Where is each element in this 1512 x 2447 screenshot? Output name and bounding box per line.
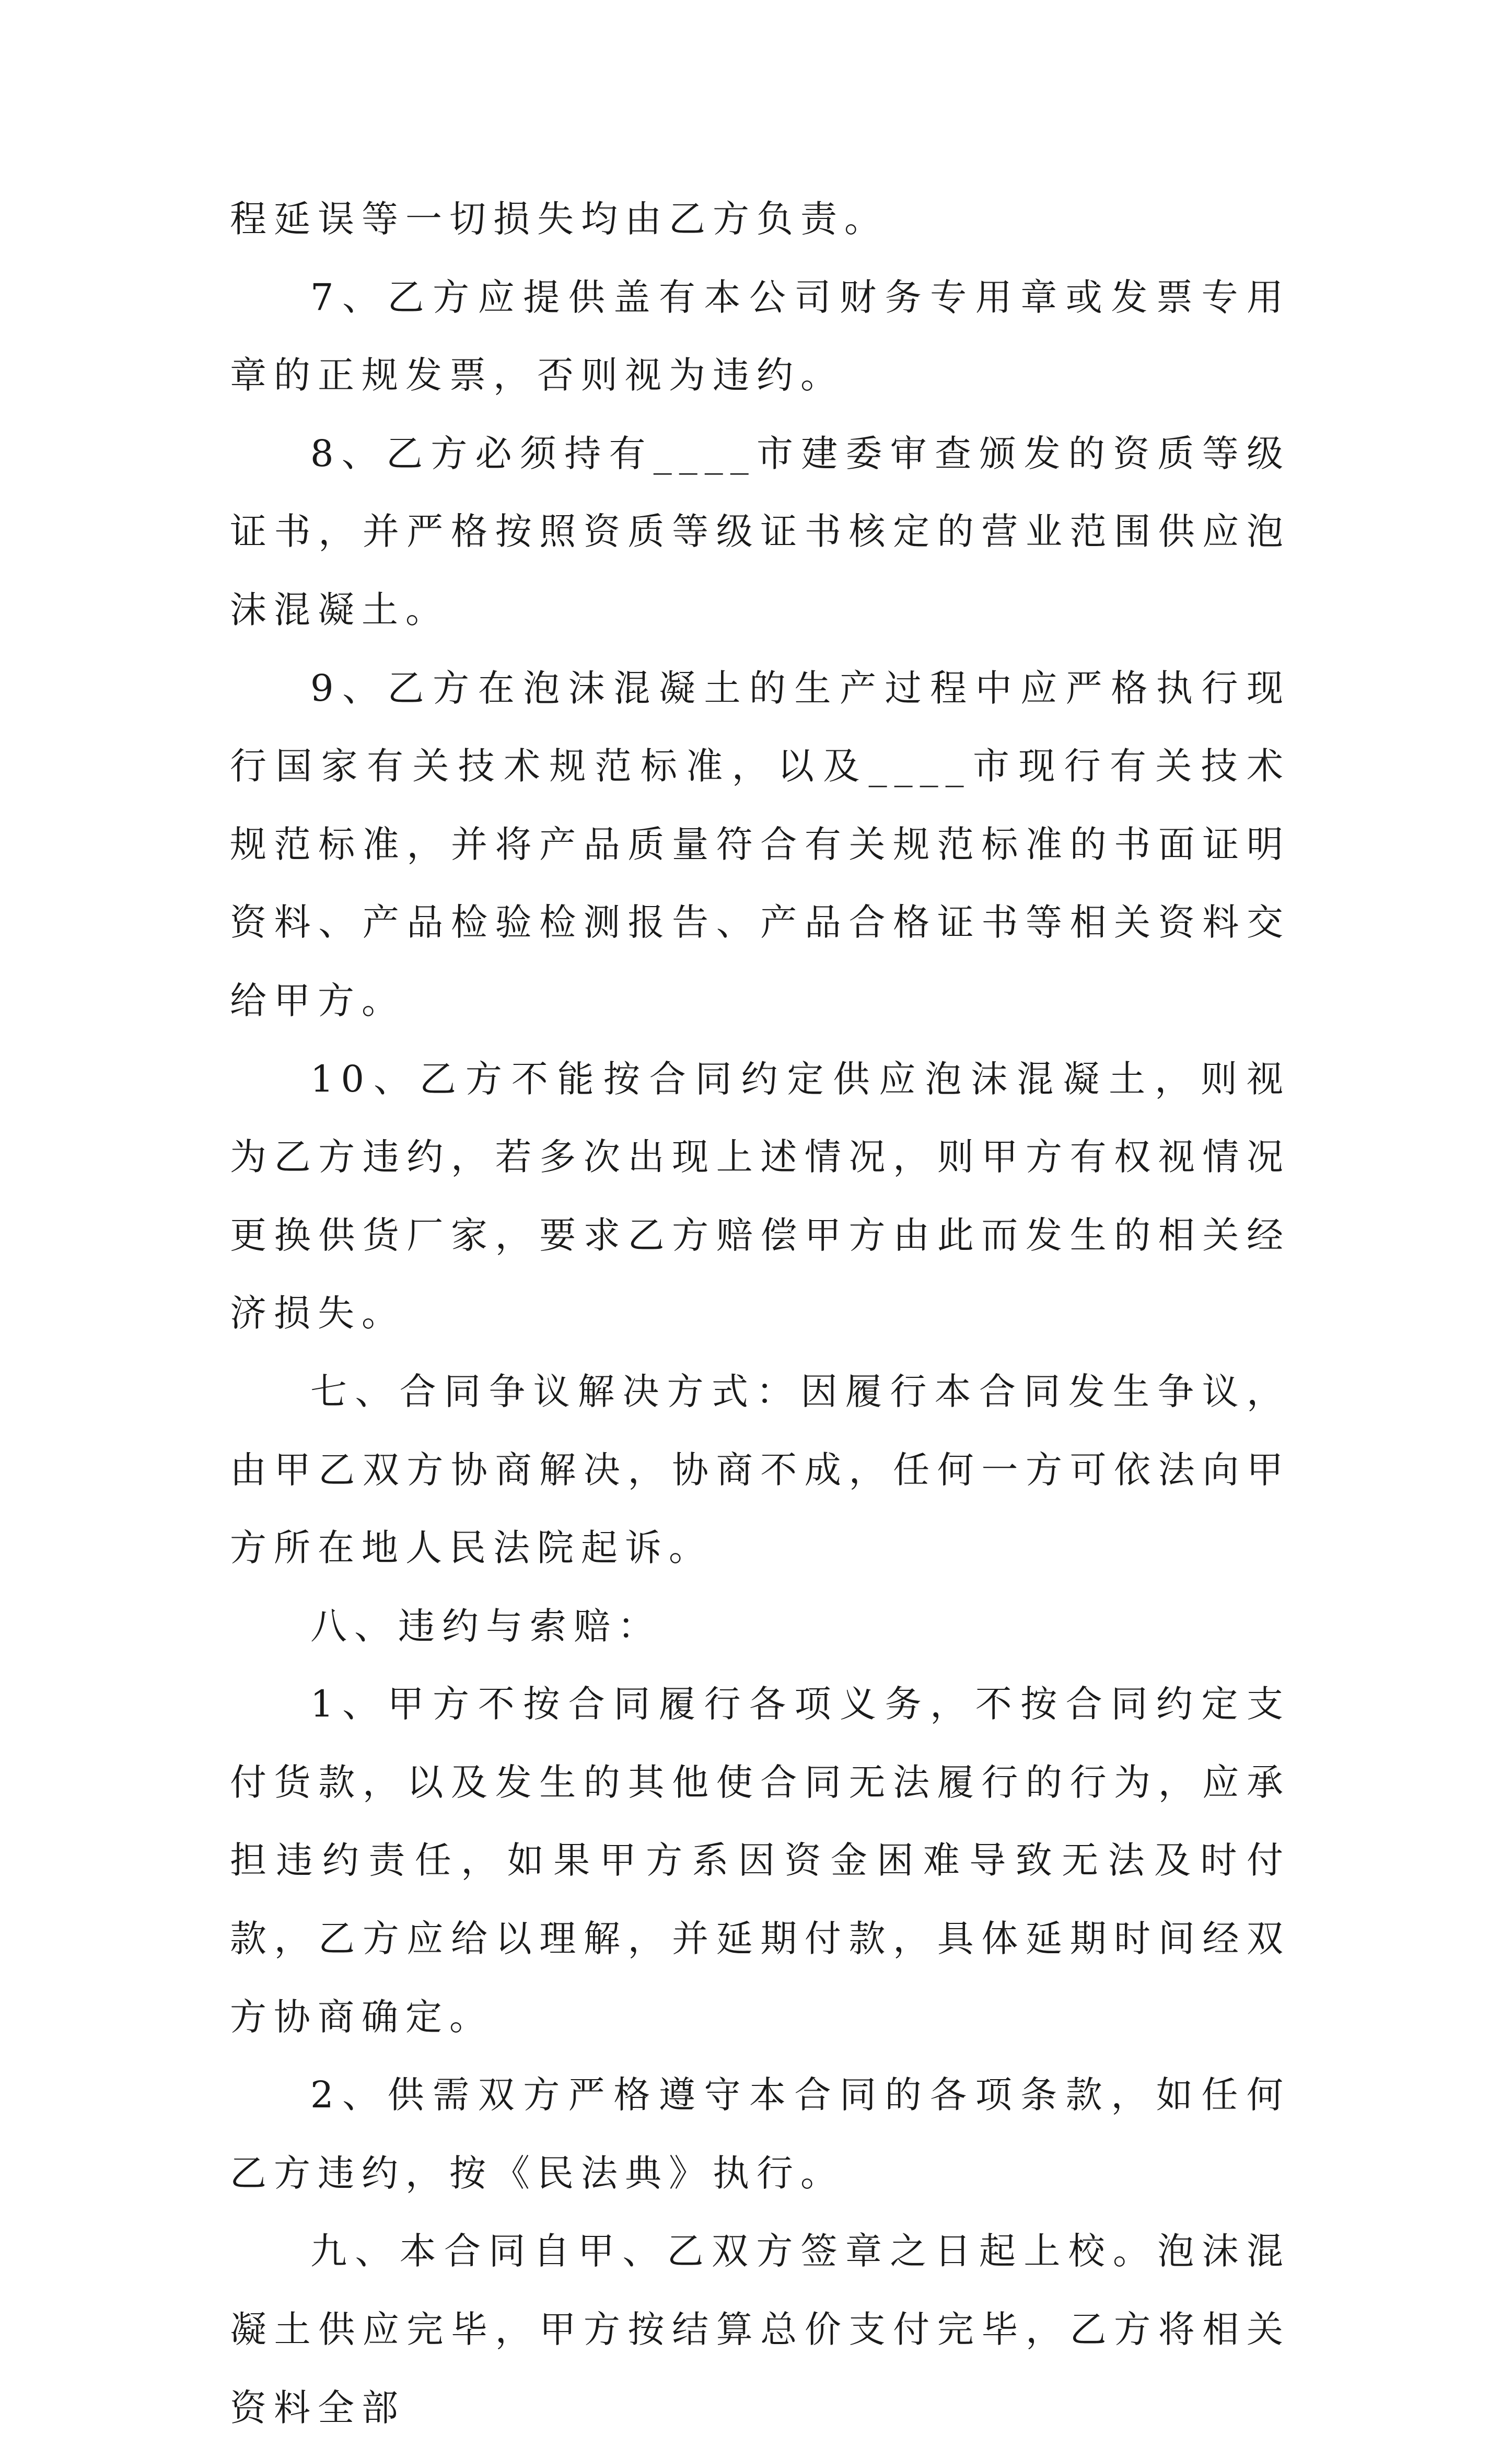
paragraph-clause-10: 10、乙方不能按合同约定供应泡沫混凝土，则视为乙方违约，若多次出现上述情况，则甲方有权视情况更换供货厂家，要求乙方赔偿甲方由此而发生的相关经济损失。 xyxy=(230,1057,1290,1335)
paragraph-section-8-item-2: 2、供需双方严格遵守本合同的各项条款，如任何乙方违约，按《民法典》执行。 xyxy=(230,2073,1290,2195)
paragraph-section-8-heading: 八、违约与索赔： xyxy=(310,1604,661,1648)
paragraph-clause-9: 9、乙方在泡沫混凝土的生产过程中应严格执行现行国家有关技术规范标准，以及____市现行有关技术规范标准，并将产品质量符合有关规范标准的书面证明资料、产品检验检测报告、产品合格证书等相关资料交给甲方。 xyxy=(230,666,1290,1022)
paragraph-continuation: 程延误等一切损失均由乙方负责。 xyxy=(230,198,888,240)
contract-body xyxy=(230,180,1290,2447)
paragraph-clause-7: 7、乙方应提供盖有本公司财务专用章或发票专用章的正规发票，否则视为违约。 xyxy=(230,275,1290,397)
paragraph-section-7-dispute: 七、合同争议解决方式：因履行本合同发生争议，由甲乙双方协商解决，协商不成，任何一方可依法向甲方所在地人民法院起诉。 xyxy=(230,1370,1290,1570)
paragraph-clause-8: 8、乙方必须持有____市建委审查颁发的资质等级证书，并严格按照资质等级证书核定的营业范围供应泡沫混凝土。 xyxy=(230,432,1290,631)
paragraph-section-9-effect: 九、本合同自甲、乙双方签章之日起上校。泡沫混凝土供应完毕，甲方按结算总价支付完毕，乙方将相关资料全部 xyxy=(230,2230,1290,2429)
paragraph-section-8-item-1: 1、甲方不按合同履行各项义务，不按合同约定支付货款，以及发生的其他使合同无法履行的行为，应承担违约责任，如果甲方系因资金困难导致无法及时付款，乙方应给以理解，并延期付款，具体延期时间经双方协商确定。 xyxy=(230,1683,1290,2038)
